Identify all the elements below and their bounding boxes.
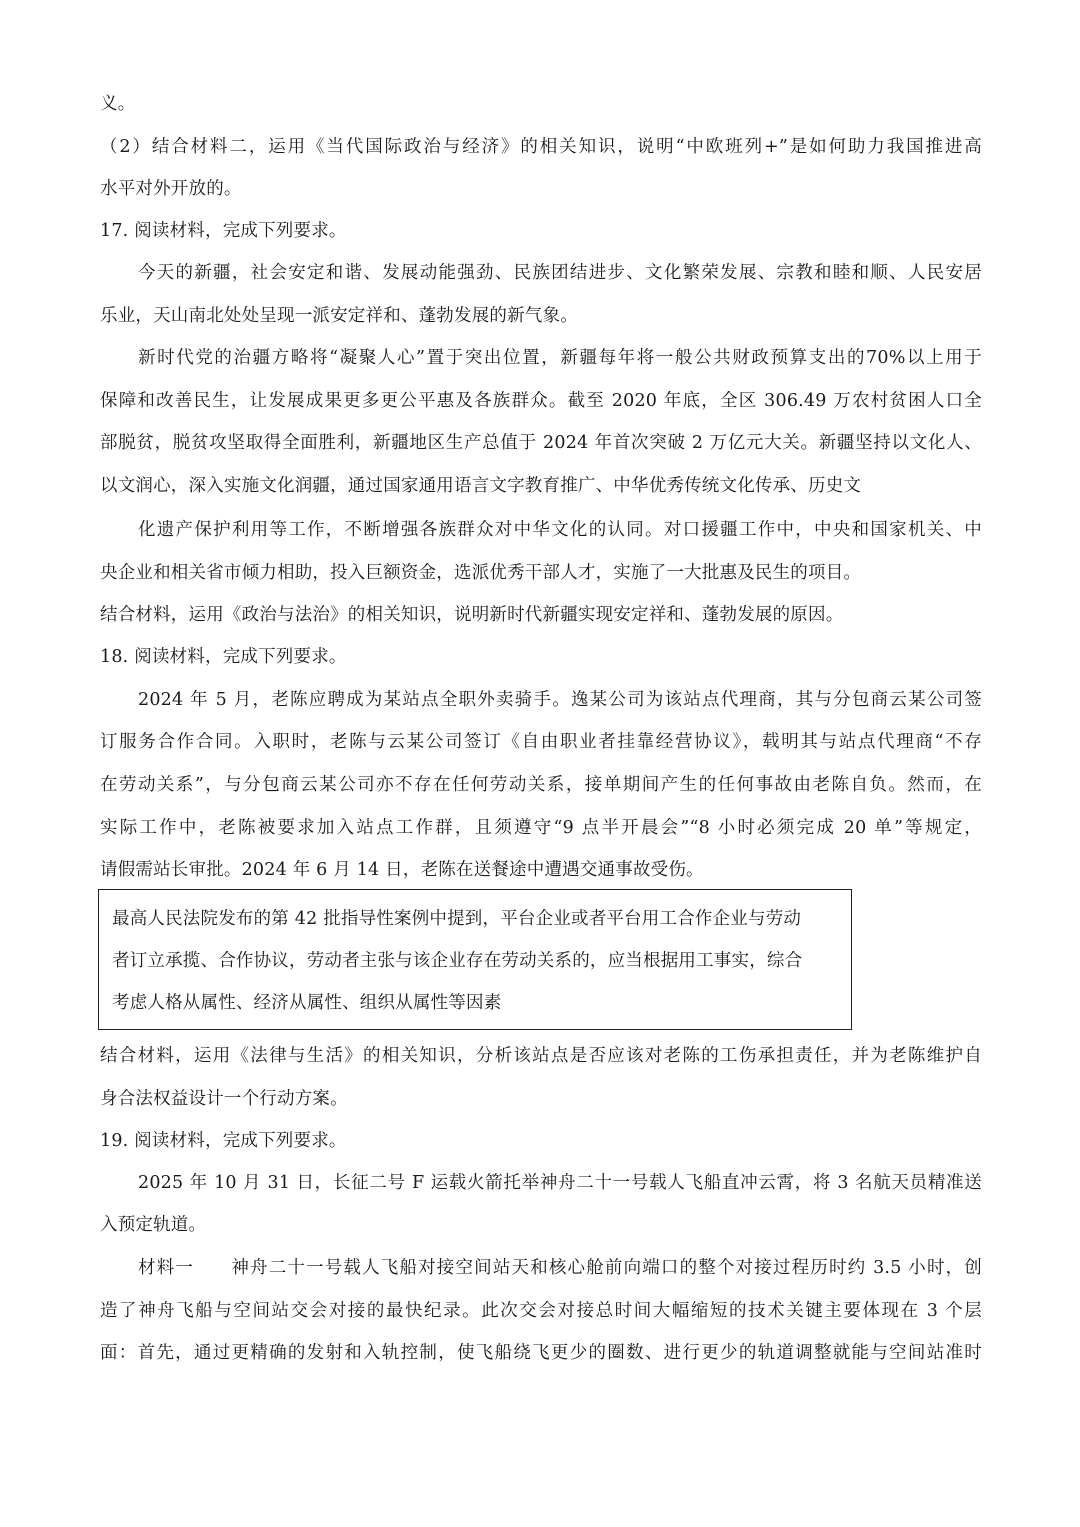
paragraph-line: 部脱贫，脱贫攻坚取得全面胜利，新疆地区生产总值于 2024 年首次突破 2 万亿元大关。新疆坚持以文化人、 <box>100 433 982 453</box>
paragraph-line: 在劳动关系”，与分包商云某公司亦不存在任何劳动关系，接单期间产生的任何事故由老陈自负。然而，在 <box>100 775 982 795</box>
paragraph-line: 乐业，天山南北处处呈现一派安定祥和、蓬勃发展的新气象。 <box>100 306 578 326</box>
paragraph-line: 入预定轨道。 <box>100 1215 207 1235</box>
text-line: 水平对外开放的。 <box>100 179 242 199</box>
material-one-line: 材料一 神舟二十一号载人飞船对接空间站天和核心舱前向端口的整个对接过程历时约 3.5 小时，创 <box>138 1258 982 1278</box>
question-17-prompt: 结合材料，运用《政治与法治》的相关知识，说明新时代新疆实现安定祥和、蓬勃发展的原因。 <box>100 605 844 625</box>
paragraph-line: 新时代党的治疆方略将“凝聚人心”置于突出位置，新疆每年将一般公共财政预算支出的70%以上用于 <box>138 348 982 368</box>
text-line: 义。 <box>100 94 136 114</box>
question-18-heading: 18. 阅读材料，完成下列要求。 <box>100 647 347 667</box>
paragraph-line: 实际工作中，老陈被要求加入站点工作群，且须遵守“9 点半开晨会”“8 小时必须完成 20 单”等规定， <box>100 818 982 838</box>
paragraph-line: 央企业和相关省市倾力相助，投入巨额资金，选派优秀干部人才，实施了一大批惠及民生的项目。 <box>100 563 862 583</box>
question-18-prompt-cont: 身合法权益设计一个行动方案。 <box>100 1089 348 1109</box>
paragraph-line: 2025 年 10 月 31 日，长征二号 F 运载火箭托举神舟二十一号载人飞船直冲云霄，将 3 名航天员精准送 <box>138 1173 982 1193</box>
question-17-heading: 17. 阅读材料，完成下列要求。 <box>100 221 347 241</box>
question-18-prompt: 结合材料，运用《法律与生活》的相关知识，分析该站点是否应该对老陈的工伤承担责任，并为老陈维护自 <box>100 1046 982 1066</box>
paragraph-line: 保障和改善民生，让发展成果更多更公平惠及各族群众。截至 2020 年底，全区 306.49 万农村贫困人口全 <box>100 391 982 411</box>
paragraph-line: 以文润心，深入实施文化润疆，通过国家通用语言文字教育推广、中华优秀传统文化传承、历史文 <box>100 476 862 496</box>
quote-box-line: 最高人民法院发布的第 42 批指导性案例中提到，平台企业或者平台用工合作企业与劳动 <box>112 909 802 929</box>
question-19-heading: 19. 阅读材料，完成下列要求。 <box>100 1131 347 1151</box>
question-16-2: （2）结合材料二，运用《当代国际政治与经济》的相关知识，说明“中欧班列+”是如何助力我国推进高 <box>100 137 982 157</box>
quote-box-line: 者订立承揽、合作协议，劳动者主张与该企业存在劳动关系的，应当根据用工事实，综合 <box>112 951 803 971</box>
paragraph-line: 请假需站长审批。2024 年 6 月 14 日，老陈在送餐途中遭遇交通事故受伤。 <box>100 860 704 880</box>
paragraph-line: 今天的新疆，社会安定和谐、发展动能强劲、民族团结进步、文化繁荣发展、宗教和睦和顺、人民安居 <box>138 263 982 283</box>
paragraph-line: 造了神舟飞船与空间站交会对接的最快纪录。此次交会对接总时间大幅缩短的技术关键主要体现在 3 个层 <box>100 1301 982 1321</box>
paragraph-line: 2024 年 5 月，老陈应聘成为某站点全职外卖骑手。逸某公司为该站点代理商，其与分包商云某公司签 <box>138 690 982 710</box>
quote-box-line: 考虑人格从属性、经济从属性、组织从属性等因素 <box>112 993 502 1013</box>
paragraph-line: 订服务合作合同。入职时，老陈与云某公司签订《自由职业者挂靠经营协议》，载明其与站点代理商“不存 <box>100 732 982 752</box>
paragraph-line: 化遗产保护利用等工作，不断增强各族群众对中华文化的认同。对口援疆工作中，中央和国家机关、中 <box>138 520 982 540</box>
paragraph-line: 面：首先，通过更精确的发射和入轨控制，使飞船绕飞更少的圈数、进行更少的轨道调整就能与空间站准时 <box>100 1343 982 1363</box>
